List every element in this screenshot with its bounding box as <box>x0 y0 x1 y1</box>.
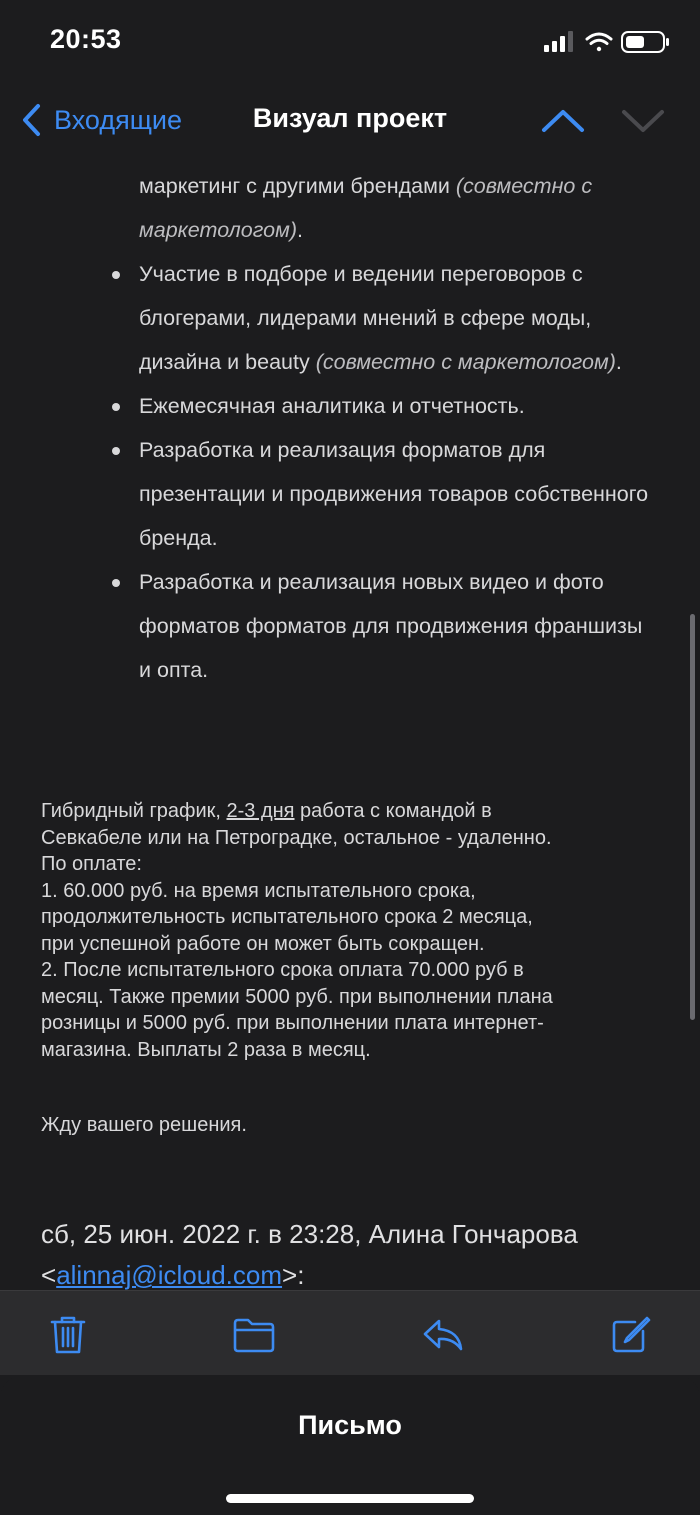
list-item: маркетинг с другими брендами (совместно с маркетологом). <box>139 174 593 242</box>
payment-line: при успешной работе он может быть сокращен. <box>41 932 485 955</box>
closing-text: Жду вашего решения. <box>41 1114 247 1136</box>
bottom-sheet[interactable] <box>0 1376 700 1515</box>
list-item: Разработка и реализация новых видео и фото форматов форматов для продвижения франшизы и опта. <box>0 560 700 692</box>
page-title: Визуал проект <box>252 103 448 133</box>
battery-icon <box>622 32 669 52</box>
navigation-bar <box>0 86 700 156</box>
payment-line: розницы и 5000 руб. при выполнении плата интернет- <box>41 1012 544 1034</box>
next-message-button[interactable] <box>620 104 666 138</box>
scroll-indicator[interactable] <box>690 614 695 1020</box>
list-item: Разработка и реализация форматов для презентации и продвижения товаров собственного бренда. <box>0 428 700 560</box>
list-item: Ежемесячная аналитика и отчетность. <box>0 384 700 428</box>
message-toolbar <box>0 1290 700 1375</box>
reply-button[interactable] <box>421 1315 465 1355</box>
chevron-down-icon <box>624 112 662 130</box>
payment-line: 1. 60.000 руб. на время испытательного срока, <box>41 879 476 902</box>
quoted-message-header: сб, 25 июн. 2022 г. в 23:28, Алина Гончарова <alinnaj@icloud.com>: <box>41 1219 578 1290</box>
status-time: 20:53 <box>50 24 122 54</box>
conditions-text <box>41 798 671 1063</box>
home-indicator[interactable] <box>226 1494 474 1503</box>
wifi-icon <box>587 34 611 51</box>
compose-button[interactable] <box>609 1315 653 1355</box>
payment-line: продолжительность испытательного срока 2 месяца, <box>41 906 533 928</box>
trash-button[interactable] <box>46 1315 90 1355</box>
payment-line: 2. После испытательного срока оплата 70.000 руб в <box>41 959 524 981</box>
sender-email-link[interactable]: alinnaj@icloud.com <box>56 1260 283 1290</box>
payment-title: По оплате: <box>41 853 142 875</box>
move-to-folder-button[interactable] <box>232 1315 276 1355</box>
chevron-left-icon <box>20 103 42 137</box>
compose-icon <box>614 1318 649 1351</box>
status-bar <box>0 0 700 86</box>
duties-list <box>0 156 700 692</box>
signal-icon <box>544 31 573 52</box>
sheet-title: Письмо <box>298 1410 402 1440</box>
payment-line: магазина. Выплаты 2 раза в месяц. <box>41 1038 371 1061</box>
schedule-line: Гибридный график, 2-3 дня работа с командой в <box>41 800 492 822</box>
list-item: Участие в подборе и ведении переговоров с блогерами, лидерами мнений в сфере моды, дизайна и beauty (совместно с маркетологом). <box>0 252 700 384</box>
back-button[interactable] <box>20 100 182 140</box>
payment-line: месяц. Также премии 5000 руб. при выполнении плана <box>41 985 553 1008</box>
previous-message-button[interactable] <box>540 104 586 138</box>
message-body[interactable] <box>0 156 700 1290</box>
folder-icon <box>235 1320 273 1351</box>
status-icons <box>544 30 674 54</box>
reply-icon <box>425 1321 461 1349</box>
chevron-up-icon <box>544 112 582 130</box>
back-label: Входящие <box>54 104 183 135</box>
location-line: Севкабеле или на Петроградке, остальное - удаленно. <box>41 826 552 849</box>
trash-icon <box>52 1318 84 1352</box>
